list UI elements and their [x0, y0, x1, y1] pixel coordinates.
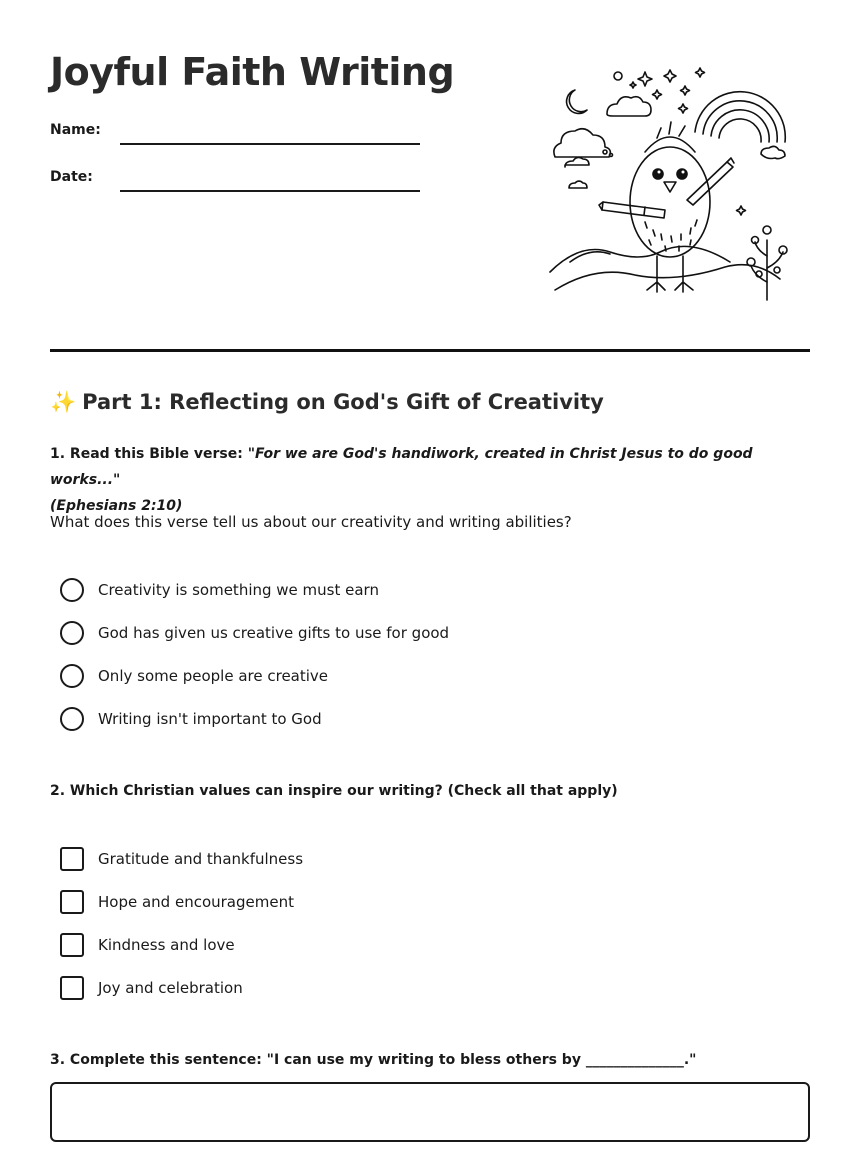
q1-option[interactable] [60, 664, 328, 688]
question-2: 2. Which Christian values can inspire our writing? (Check all that apply) [50, 783, 618, 799]
q2-option-label: Hope and encouragement [98, 893, 294, 911]
checkbox[interactable] [60, 933, 84, 957]
part1-title: Part 1: Reflecting on God's Gift of Creativity [82, 390, 604, 414]
name-field[interactable] [120, 143, 420, 145]
radio-button[interactable] [60, 578, 84, 602]
part1-heading [50, 390, 604, 415]
q1-option-label: God has given us creative gifts to use for good [98, 624, 450, 642]
question-1-prompt: What does this verse tell us about our creativity and writing abilities? [50, 513, 572, 531]
header-divider [50, 349, 810, 352]
worksheet-title: Joyful Faith Writing [50, 50, 455, 94]
radio-button[interactable] [60, 707, 84, 731]
date-field[interactable] [120, 190, 420, 192]
bible-verse: "For we are God's handiwork, created in Christ Jesus to do good works..." [50, 446, 753, 488]
bird-with-pencils-illustration [545, 62, 795, 302]
q1-option-label: Creativity is something we must earn [98, 581, 379, 599]
question-1 [50, 441, 810, 519]
answer-input-box[interactable] [50, 1082, 810, 1142]
radio-button[interactable] [60, 664, 84, 688]
q1-option[interactable] [60, 578, 379, 602]
q1-option[interactable] [60, 621, 449, 645]
date-label: Date: [50, 169, 93, 185]
checkbox[interactable] [60, 847, 84, 871]
checkbox[interactable] [60, 976, 84, 1000]
q2-option[interactable] [60, 890, 294, 914]
q1-option[interactable] [60, 707, 322, 731]
question-3: 3. Complete this sentence: "I can use my writing to bless others by ______________." [50, 1052, 697, 1068]
name-label: Name: [50, 122, 101, 138]
question-1-lead: 1. Read this Bible verse: [50, 446, 248, 462]
q2-option[interactable] [60, 976, 243, 1000]
q2-option[interactable] [60, 847, 303, 871]
checkbox[interactable] [60, 890, 84, 914]
q2-option[interactable] [60, 933, 235, 957]
radio-button[interactable] [60, 621, 84, 645]
q2-option-label: Kindness and love [98, 936, 235, 954]
q1-option-label: Only some people are creative [98, 667, 329, 685]
q2-option-label: Joy and celebration [98, 979, 243, 997]
verse-reference: (Ephesians 2:10) [50, 498, 183, 514]
q2-option-label: Gratitude and thankfulness [98, 850, 304, 868]
sparkles-icon: ✨ [50, 390, 77, 414]
q1-option-label: Writing isn't important to God [98, 710, 322, 728]
